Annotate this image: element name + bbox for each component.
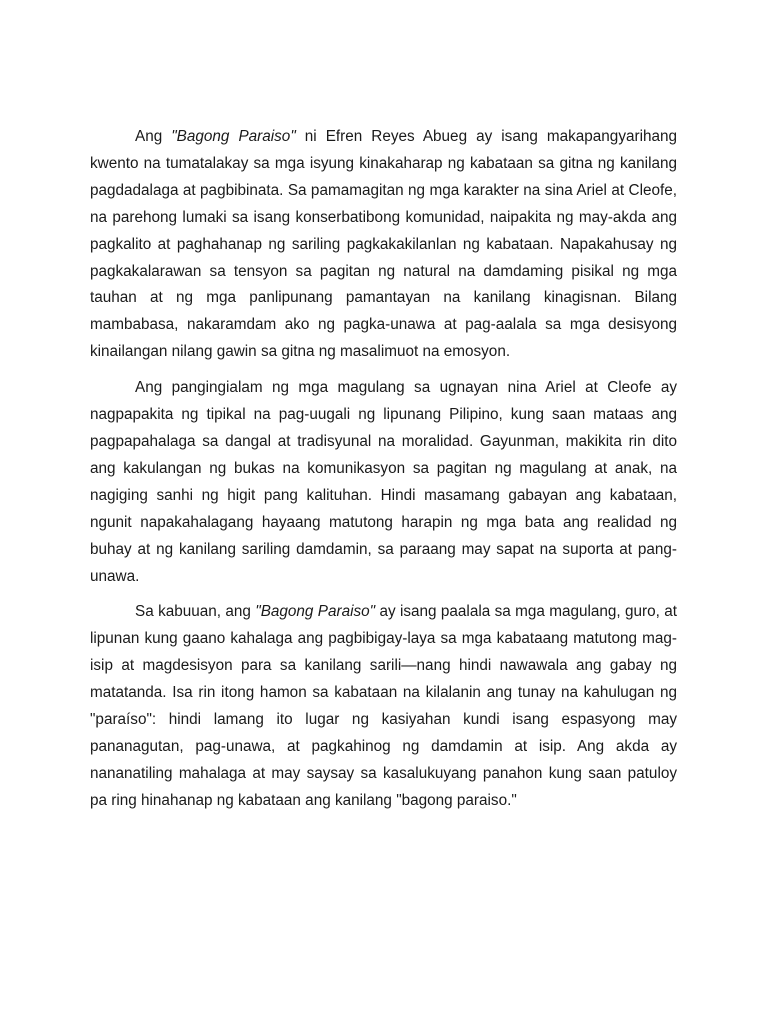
paragraph-1-intro: Ang (135, 128, 172, 145)
paragraph-3-intro: Sa kabuuan, ang (135, 603, 256, 621)
paragraph-2 (90, 375, 677, 590)
paragraph-3 (90, 599, 677, 814)
paragraph-2-text: Ang pangingialam ng mga magulang sa ugnayan nina Ariel at Cleofe ay nagpapakita ng tipikal na pag-uugali ng lipunang Pilipino, kung saan mataas ang pagpapahalaga sa dangal at tradisyunal na moralidad. Gayunman, makikita rin dito ang kakulangan ng bukas na komunikasyon sa pagitan ng magulang at anak, na nagiging sanhi ng higit pang kalituhan. Hindi masamang gabayan ang kabataan, ngunit napakahalagang hayaang matutong harapin ng mga bata ang realidad ng buhay at ng kanilang sariling damdamin, sa paraang may sapat na suporta at pang-unawa. (90, 379, 677, 585)
paragraph-3-text: ay isang paalala sa mga magulang, guro, at lipunan kung gaano kahalaga ang pagbibigay-laya sa mga kabataang matutong mag-isip at magdesisyon para sa kanilang sarili—nang hindi nawawala ang gabay ng matatanda. Isa rin itong hamon sa kabataan na kilalanin ang tunay na kahulugan ng "paraíso": hindi lamang ito lugar ng kasiyahan kundi isang espasyong may pananagutan, pag-unawa, at pagkahinog ng damdamin at isip. Ang akda ay nananatiling mahalaga at may saysay sa kasalukuyang panahon kung saan patuloy pa ring hinahanap ng kabataan ang kanilang "bagong paraiso." (90, 603, 677, 809)
document-body (90, 124, 677, 824)
paragraph-1-text: ni Efren Reyes Abueg ay isang makapangyarihang kwento na tumatalakay sa mga isyung kinakaharap ng kabataan sa gitna ng kanilang pagdadalaga at pagbibinata. Sa pamamagitan ng mga karakter na sina Ariel at Cleofe, na parehong lumaki sa isang konserbatibong komunidad, naipakita ng may-akda ang pagkalito at paghahanap ng sariling pagkakakilanlan ng kabataan. Napakahusay ng pagkakalarawan sa tensyon sa pagitan ng natural na damdaming pisikal ng mga tauhan at ng mga panlipunang pamantayan na kanilang kinagisnan. Bilang mambabasa, nakaramdam ako ng pagka-unawa at pag-aalala sa mga desisyong kinailangan nilang gawin sa gitna ng masalimuot na emosyon. (90, 128, 677, 361)
story-title: "Bagong Paraiso" (171, 128, 296, 145)
story-title: "Bagong Paraiso" (255, 603, 376, 621)
paragraph-1 (90, 124, 677, 366)
